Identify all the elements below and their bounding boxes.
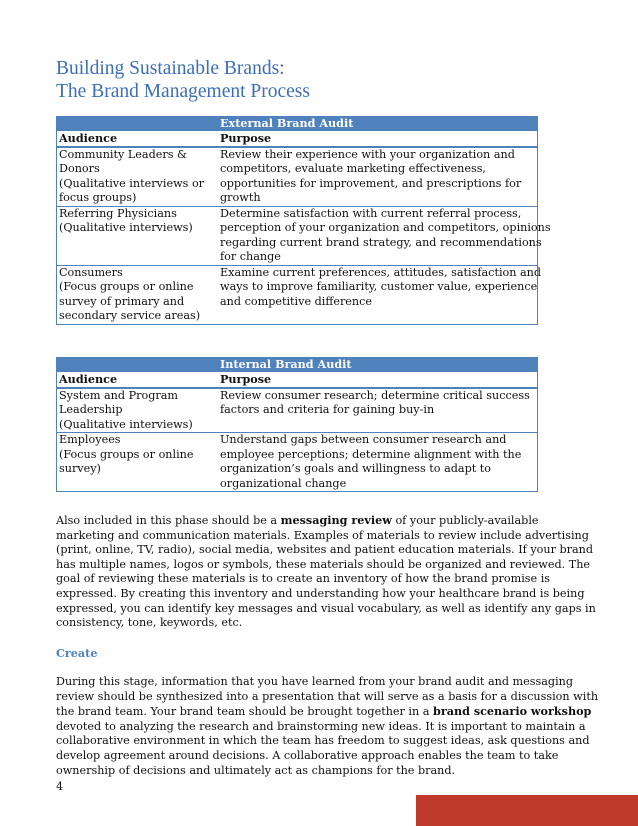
table-banner: External Brand Audit	[218, 116, 538, 131]
create-paragraph: During this stage, information that you have learned from your brand audit and messaging review should be synthesized into a presentation that will serve as a basis for a discussion with the brand team. Your brand team should be brought together in a brand scenario workshop devoted to analyzing the research and brainstorming new ideas. It is important to maintain a collaborative environment in which the team has freedom to suggest ideas, ask questions and develop agreement around decisions. A collaborative approach enables the team to take ownership of decisions and ultimately act as champions for the brand.	[56, 675, 599, 777]
audience-cell: Employees (Focus groups or online survey)	[57, 433, 219, 492]
page-title	[56, 57, 596, 103]
external-audit-table	[56, 116, 551, 325]
title-line-1: Building Sustainable Brands:	[56, 58, 285, 79]
column-header-audience: Audience	[57, 372, 219, 388]
brand-scenario-workshop-term: brand scenario workshop	[433, 704, 592, 719]
footer-accent-bar	[416, 795, 638, 826]
purpose-cell: Understand gaps between consumer research and employee perceptions; determine alignment with the organization’s goals and willingness to adapt to organizational change	[218, 433, 538, 492]
column-header-audience: Audience	[57, 131, 219, 147]
messaging-paragraph: Also included in this phase should be a messaging review of your publicly-available marketing and communication materials. Examples of materials to review include advertising (print, online, TV, radio), social media, websites and patient education materials. If your brand has multiple names, logos or symbols, these materials should be organized and reviewed. The goal of reviewing these materials is to create an inventory of how the brand promise is expressed. By creating this inventory and understanding how your healthcare brand is being expressed, you can identify key messages and visual vocabulary, as well as identify any gaps in consistency, tone, keywords, etc.	[56, 513, 596, 630]
table-row	[57, 388, 538, 433]
purpose-cell: Review their experience with your organization and competitors, evaluate marketing effectiveness, opportunities for improvement, and prescriptions for growth	[218, 147, 538, 207]
page-number: 4	[56, 780, 64, 793]
messaging-review-term: messaging review	[280, 513, 392, 527]
audience-cell: Consumers (Focus groups or online survey of primary and secondary service areas)	[57, 265, 219, 324]
table-row	[57, 265, 538, 324]
section-heading-create: Create	[56, 646, 98, 660]
title-line-2: The Brand Management Process	[56, 81, 310, 102]
purpose-cell: Determine satisfaction with current referral process, perception of your organization and competitors, opinions regarding current brand strategy, and recommendations for change	[220, 206, 551, 263]
table-banner: Internal Brand Audit	[218, 357, 538, 372]
audience-cell: Community Leaders & Donors (Qualitative interviews or focus groups)	[57, 147, 219, 207]
purpose-cell: Review consumer research; determine critical success factors and criteria for gaining buy-in	[218, 388, 538, 433]
table-row	[57, 147, 538, 207]
table-header-row	[57, 131, 538, 147]
audience-cell: Referring Physicians (Qualitative interviews)	[57, 206, 219, 265]
internal-audit-table	[56, 357, 538, 492]
purpose-cell: Examine current preferences, attitudes, satisfaction and ways to improve familiarity, customer value, experience and competitive difference	[218, 265, 538, 324]
table-row	[57, 433, 538, 492]
column-header-purpose: Purpose	[218, 372, 538, 388]
table-row	[57, 206, 538, 265]
table-banner-row	[57, 357, 538, 372]
table-header-row	[57, 372, 538, 388]
table-banner-row	[57, 116, 538, 131]
column-header-purpose: Purpose	[218, 131, 538, 147]
audience-cell: System and Program Leadership (Qualitative interviews)	[57, 388, 219, 433]
